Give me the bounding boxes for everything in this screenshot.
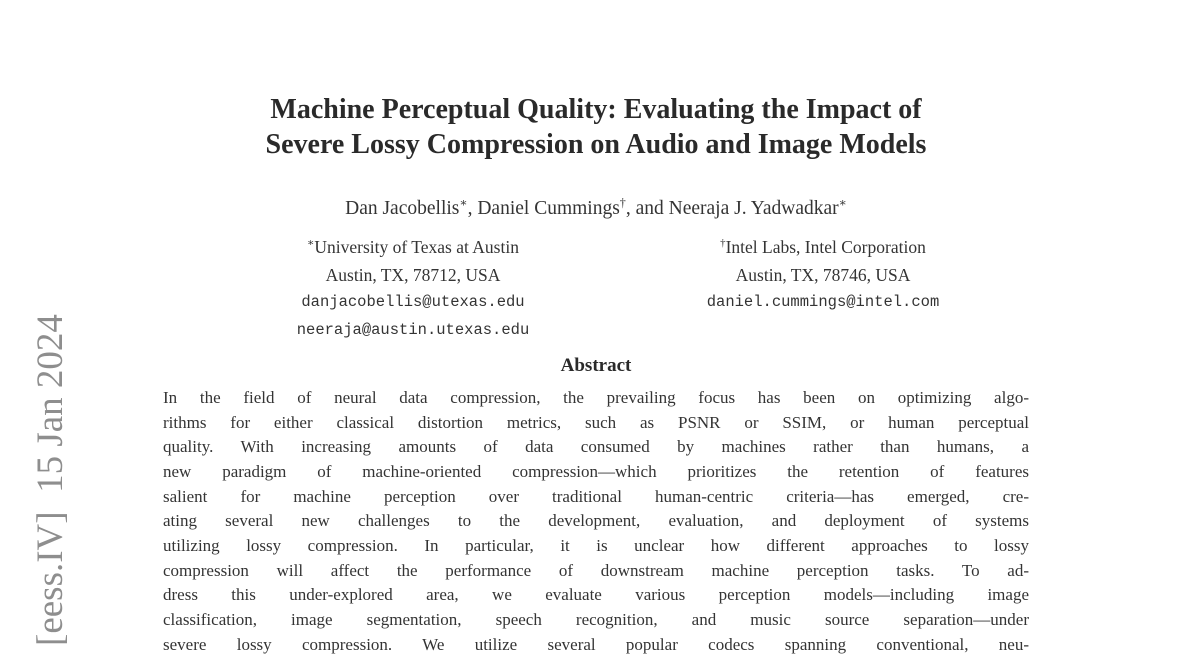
author-3-affiliation-mark: ∗	[838, 195, 847, 210]
affiliation-ut-austin	[203, 234, 623, 344]
affiliation-address: Austin, TX, 78746, USA	[735, 264, 911, 285]
email-address: neeraja@austin.utexas.edu	[296, 320, 530, 339]
arxiv-stamp: [eess.IV] 15 Jan 2024	[30, 314, 71, 646]
author-2-name: Daniel Cummings	[477, 198, 620, 219]
affiliation-institution: Intel Labs, Intel Corporation	[725, 237, 926, 257]
affiliation-institution: University of Texas at Austin	[314, 237, 519, 257]
email-address: daniel.cummings@intel.com	[706, 293, 940, 311]
affiliation-intel-labs	[623, 234, 1023, 344]
affiliations-row	[163, 234, 1029, 344]
abstract-body	[163, 386, 1029, 657]
abstract-heading: Abstract	[560, 355, 632, 376]
paper-title-line2: Severe Lossy Compression on Audio and Image Models	[265, 129, 927, 160]
abstract-line: salient for machine perception over traditional human-centric criteria—has emerged, cre-	[163, 486, 1029, 506]
abstract-line: quality. With increasing amounts of data consumed by machines rather than humans, a	[163, 437, 1029, 457]
abstract-line: severe lossy compression. We utilize several popular codecs spanning conventional, neu-	[163, 634, 1029, 654]
paper-title-line1: Machine Perceptual Quality: Evaluating the Impact of	[270, 94, 922, 125]
abstract-line: new paradigm of machine-oriented compression—which prioritizes the retention of features	[163, 461, 1029, 481]
author-2-affiliation-mark: †	[619, 195, 626, 210]
abstract-line: compression will affect the performance of downstream machine perception tasks. To ad-	[163, 560, 1029, 580]
author-separator: ,	[467, 198, 478, 219]
author-1-name: Dan Jacobellis	[345, 198, 460, 219]
abstract-line: classification, image segmentation, speech recognition, and music source separation—under	[163, 609, 1029, 629]
abstract-line: rithms for either classical distortion metrics, such as PSNR or SSIM, or human perceptual	[163, 412, 1029, 432]
paper-title	[163, 92, 1029, 162]
abstract-line: dress this under-explored area, we evaluate various perception models—including image	[163, 585, 1029, 605]
author-3-name: Neeraja J. Yadwadkar	[668, 198, 839, 219]
abstract-line: ating several new challenges to the development, evaluation, and deployment of systems	[163, 511, 1029, 531]
author-1	[345, 195, 478, 219]
paper-content-column	[163, 0, 1029, 657]
affiliation-institution-line	[203, 234, 623, 262]
abstract-line: In the field of neural data compression, the prevailing focus has been on optimizing algo-	[163, 388, 1029, 407]
affiliation-mark: †	[720, 237, 726, 250]
abstract-line: utilizing lossy compression. In particular, it is unclear how different approaches to lossy	[163, 535, 1029, 555]
affiliation-address: Austin, TX, 78712, USA	[325, 264, 501, 285]
email-address: danjacobellis@utexas.edu	[301, 293, 525, 311]
author-separator: , and	[625, 198, 669, 219]
affiliation-institution-line	[623, 234, 1023, 262]
author-3	[668, 195, 847, 219]
affiliation-mark: ∗	[307, 237, 315, 250]
author-2	[477, 195, 669, 219]
authors-line	[163, 196, 1029, 221]
author-1-affiliation-mark: ∗	[459, 195, 468, 210]
